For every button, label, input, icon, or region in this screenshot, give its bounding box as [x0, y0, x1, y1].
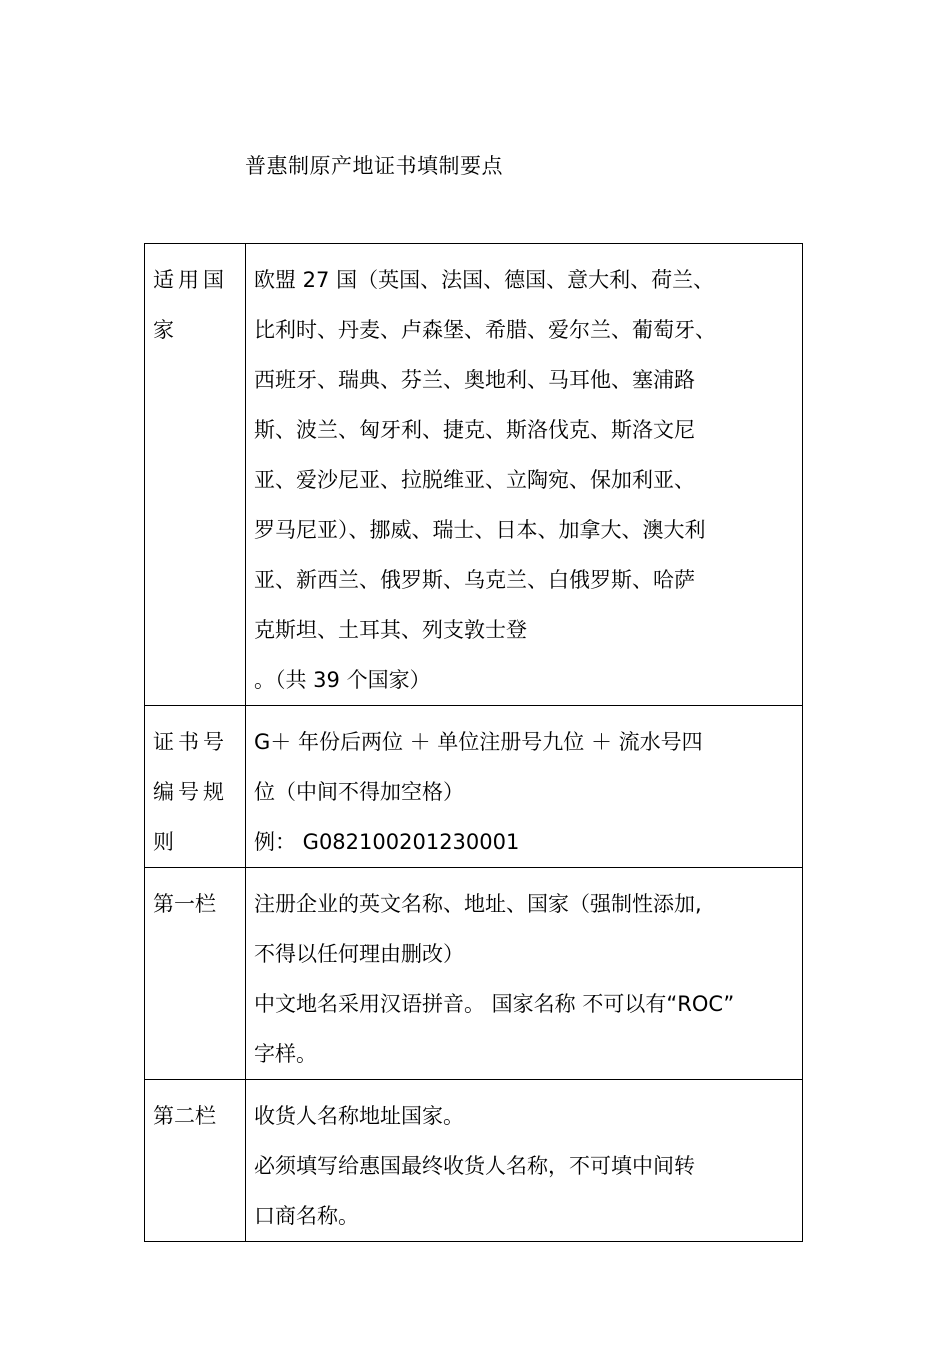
content-line: 注册企业的英文名称、地址、国家（强制性添加,: [254, 892, 702, 916]
document-title: 普惠制原产地证书填制要点: [245, 154, 503, 178]
content-line: 斯、波兰、匈牙利、捷克、斯洛伐克、斯洛文尼: [254, 418, 695, 442]
row-content-column-two: [246, 1080, 803, 1242]
content-line: 亚、爱沙尼亚、拉脱维亚、立陶宛、保加利亚、: [254, 468, 695, 492]
row-content-applicable-countries: [246, 244, 803, 706]
table-row-column-one: [145, 868, 803, 1080]
content-line: 字样。: [254, 1042, 317, 1066]
content-line: 例： G082100201230001: [254, 830, 520, 854]
row-content-certificate-number-rule: [246, 706, 803, 868]
content-line: 中文地名采用汉语拼音。 国家名称 不可以有“ROC”: [254, 992, 735, 1016]
content-line: 西班牙、瑞典、芬兰、奥地利、马耳他、塞浦路: [254, 368, 695, 392]
table-row-certificate-number-rule: [145, 706, 803, 868]
content-line: 不得以任何理由删改）: [254, 942, 464, 966]
content-line: 欧盟 27 国（英国、法国、德国、意大利、荷兰、: [254, 268, 715, 292]
content-line: 。（共 39 个国家）: [254, 668, 431, 692]
content-line: 亚、新西兰、俄罗斯、乌克兰、白俄罗斯、哈萨: [254, 568, 695, 592]
row-content-column-one: [246, 868, 803, 1080]
row-label-column-two: 第二栏: [145, 1080, 246, 1242]
content-line: 口商名称。: [254, 1204, 359, 1228]
row-label-column-one: 第一栏: [145, 868, 246, 1080]
content-line: G＋ 年份后两位 ＋ 单位注册号九位 ＋ 流水号四: [254, 730, 703, 754]
content-line: 必须填写给惠国最终收货人名称，不可填中间转: [254, 1154, 695, 1178]
content-line: 克斯坦、土耳其、列支敦士登: [254, 618, 527, 642]
content-line: 位（中间不得加空格）: [254, 780, 464, 804]
row-label-applicable-countries: 适用国家: [145, 244, 246, 706]
gsp-rules-table: [144, 243, 803, 1242]
content-line: 收货人名称地址国家。: [254, 1104, 464, 1128]
table-row-applicable-countries: [145, 244, 803, 706]
row-label-certificate-number-rule: 证书号编号规则: [145, 706, 246, 868]
content-line: 罗马尼亚）、挪威、瑞士、日本、加拿大、澳大利: [254, 518, 706, 542]
table-row-column-two: [145, 1080, 803, 1242]
content-line: 比利时、丹麦、卢森堡、希腊、爱尔兰、葡萄牙、: [254, 318, 716, 342]
